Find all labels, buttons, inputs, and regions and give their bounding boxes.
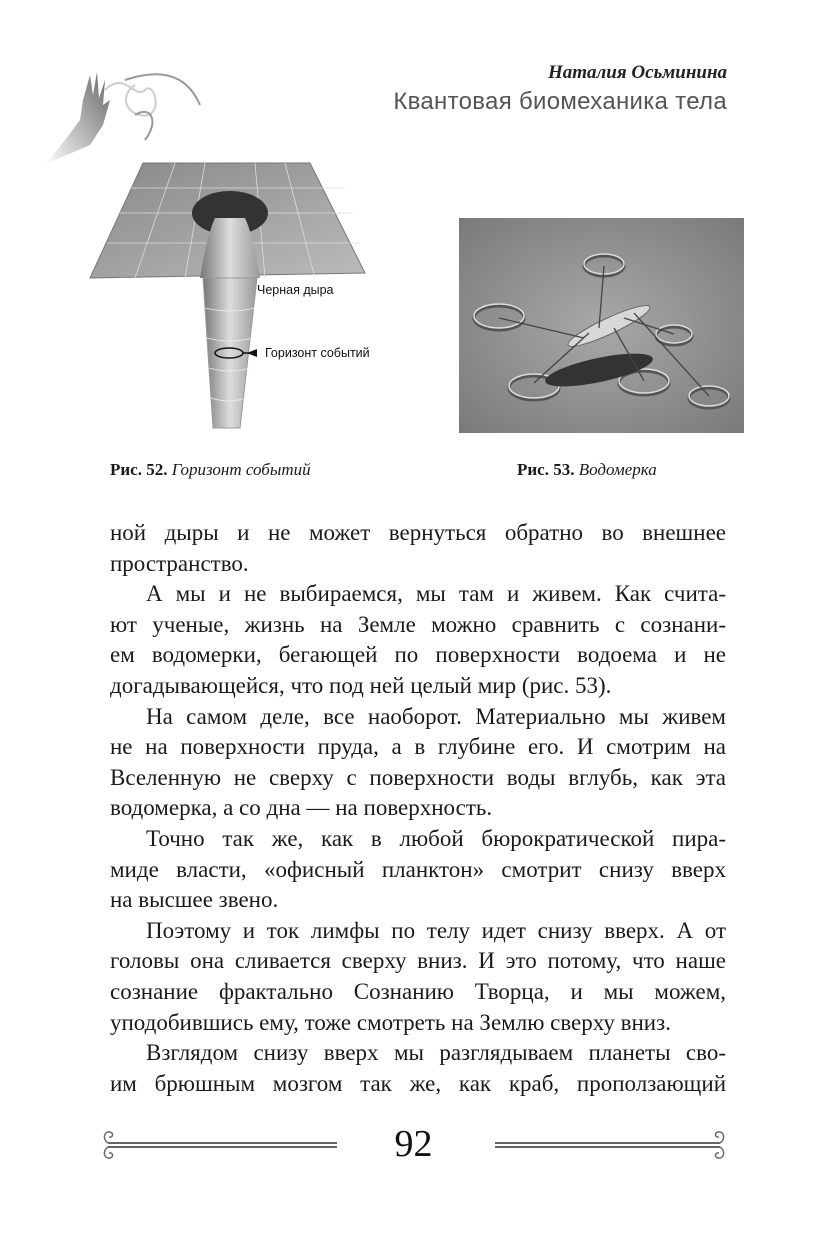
figure-52-number: Рис. 52.	[110, 460, 168, 479]
figure-53-number: Рис. 53.	[517, 460, 575, 479]
label-black-hole: Черная дыра	[257, 283, 334, 297]
text-line: на высшее звено.	[110, 887, 279, 913]
text-line: водомерка, а со дна — на поверхность.	[110, 795, 493, 821]
figure-53-caption	[517, 460, 657, 480]
text-line: А мы и не выбираемся, мы там и живем. Как счита-	[146, 581, 726, 607]
figure-53-title: Водомерка	[578, 460, 657, 479]
header-author: Наталия Осьминина	[548, 62, 727, 83]
text-line: Вселенную не сверху с поверхности воды вглубь, как эта	[110, 764, 726, 790]
figure-52-title: Горизонт событий	[171, 460, 311, 479]
label-event-horizon: Горизонт событий	[265, 346, 370, 360]
figure-53-water-strider-photo	[459, 218, 744, 433]
figure-52-black-hole-illustration	[85, 158, 385, 438]
figure-52-caption	[110, 460, 311, 480]
body-text	[110, 518, 726, 1099]
text-line: ют ученые, жизнь на Земле можно сравнить с сознани-	[110, 611, 726, 637]
text-line: ной дыры и не может вернуться обратно во внешнее	[110, 520, 726, 545]
text-line: миде власти, «офисный планктон» смотрит снизу вверх	[110, 856, 726, 882]
hand-logo-icon	[35, 60, 235, 170]
header-book-title: Квантовая биомеханика тела	[393, 88, 727, 115]
text-line: головы она сливается сверху вниз. И это потому, что наше	[110, 948, 726, 974]
text-line: уподобившись ему, тоже смотреть на Землю сверху вниз.	[110, 1009, 671, 1035]
text-line: Поэтому и ток лимфы по телу идет снизу вверх. А от	[146, 917, 726, 943]
text-line: им брюшным мозгом так же, как краб, проползающий	[110, 1070, 726, 1096]
text-line: Точно так же, как в любой бюрократической пира-	[146, 825, 726, 851]
text-line: не на поверхности пруда, а в глубине его. И смотрим на	[110, 734, 726, 760]
text-line: Взглядом снизу вверх мы разглядываем планеты сво-	[146, 1040, 726, 1066]
text-line: ем водомерки, бегающей по поверхности водоема и не	[110, 642, 726, 668]
text-line: пространство.	[110, 550, 249, 576]
text-line: догадывающейся, что под ней целый мир (рис. 53).	[110, 672, 612, 698]
text-line: сознание фрактально Сознанию Творца, и мы можем,	[110, 978, 726, 1004]
page-number: 92	[394, 1123, 433, 1165]
text-line: На самом деле, все наоборот. Материально мы живем	[146, 703, 726, 729]
